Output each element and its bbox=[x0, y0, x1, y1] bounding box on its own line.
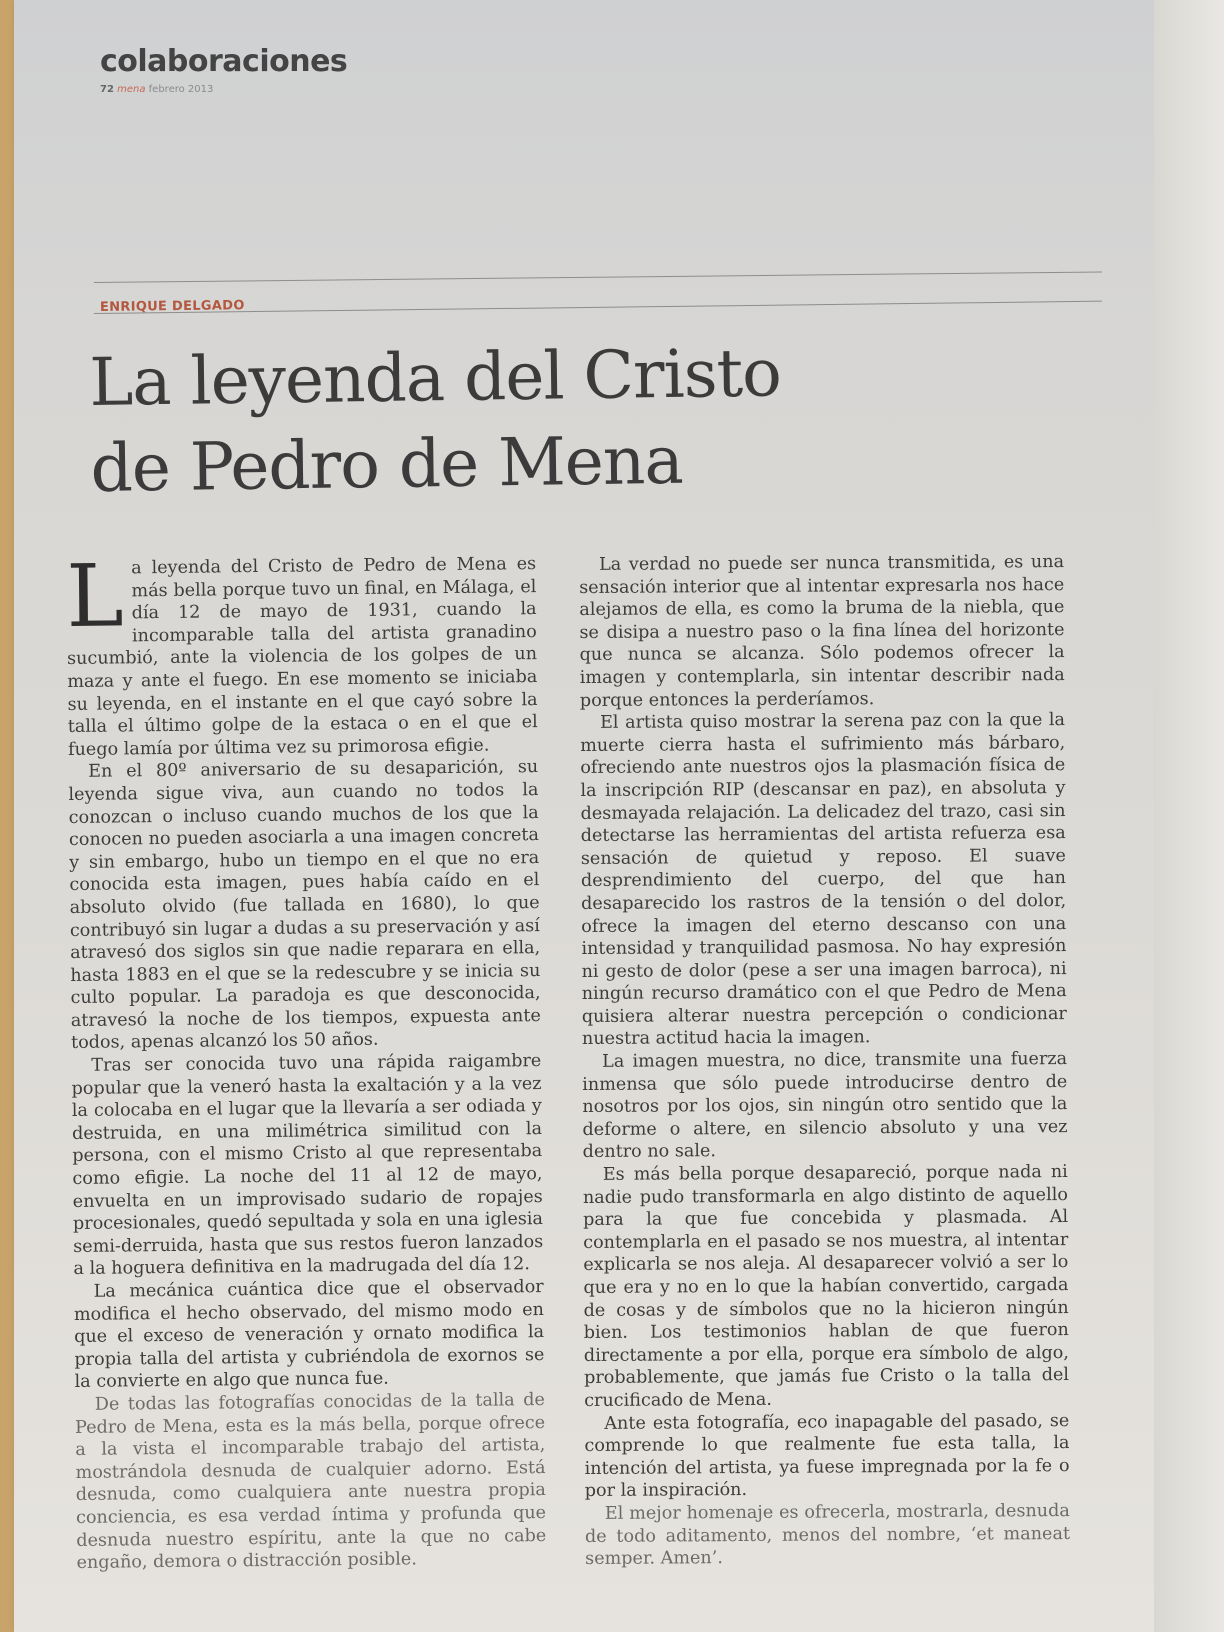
paragraph: Es más bella porque desapareció, porque nada ni nadie pudo transformarla en algo distinto de aquello para la que fue concebida y plasmada. Al contemplarla en el pasado se nos muestra, al intentar explicarla se nos aleja. Al desaparecer volvió a ser lo que era y no en lo que la habían convertido, cargada de cosas y de símbolos que no la hicieron ningún bien. Los testimonios hablan de que fueron directamente a por ella, porque era símbolo de algo, probablemente, que jamás fue Cristo o la talla del crucificado de Mena. bbox=[582, 1162, 1070, 1411]
title-line-2: de Pedro de Mena bbox=[90, 421, 684, 507]
paragraph: Tras ser conocida tuvo una rápida raigambre popular que la veneró hasta la exaltación y a la vez la colocaba en el lugar que la llevaría a ser odiada y destruida, en una milimétrica similitud con la persona, con el mismo Cristo al que representaba como efigie. La noche del 11 al 12 de mayo, envuelta en un improvisado sudario de ropajes procesionales, quedó sepultada y sola en una iglesia semi-derruida, hasta que sus restos fueron lanzados a la hoguera definitiva en la madrugada del día 12. bbox=[71, 1051, 544, 1280]
article-title bbox=[89, 327, 991, 512]
title-line-1: La leyenda del Cristo bbox=[88, 334, 782, 422]
right-column bbox=[579, 551, 1070, 1571]
magazine-page bbox=[14, 0, 1154, 1632]
paragraph: En el 80º aniversario de su desaparición, su leyenda sigue viva, aun cuando no todos la conozcan o incluso cuando muchos de los que la conocen no pueden asociarla a una imagen concreta y sin embargo, hubo un tiempo en el que no era conocida esta imagen, pues había caído en el absoluto olvido (fue tallada en 1680), lo que contribuyó sin lugar a dudas a su preservación y así atravesó dos siglos sin que nadie reparara en ella, hasta 1883 en el que se la redescubre y se inicia su culto popular. La paradoja es que desconocida, atravesó la noche de los tiempos, expuesta ante todos, apenas alcanzó los 50 años. bbox=[68, 757, 541, 1054]
author-name: ENRIQUE DELGADO bbox=[99, 298, 245, 315]
paragraph: La mecánica cuántica dice que el observador modifica el hecho observado, del mismo modo en que el exceso de veneración y ornato modifica la propia talla del artista y cubriéndola de exornos se la convierte en algo que nunca fue. bbox=[73, 1277, 545, 1393]
paragraph: De todas las fotografías conocidas de la talla de Pedro de Mena, esta es la más bella, porque ofrece a la vista el incomparable trabajo del artista, mostrándola desnuda de cualquier adorno. Está desnuda, como cualquiera ante nuestra propia conciencia, es esa verdad íntima y profunda que desnuda nuestro espíritu, ante la que no cabe engaño, demora o distracción posible. bbox=[75, 1390, 547, 1574]
drop-cap: L bbox=[65, 546, 125, 647]
paragraph: La leyenda del Cristo de Pedro de Mena es más bella porque tuvo un final, en Málaga, el día 12 de mayo de 1931, cuando la incomparable talla del artista granadino sucumbió, ante la violencia de los golpes de un maza y ante el fuego. En ese momento se iniciaba su leyenda, en el instante en el que cayó sobre la talla el último golpe de la estaca o en el que el fuego lamía por última vez su primorosa efigie. bbox=[65, 546, 538, 760]
paragraph: La verdad no puede ser nunca transmitida, es una sensación interior que al intentar expresarla nos hace alejamos de ella, es como la bruma de la niebla, que se disipa a nuestro paso o la fina línea del horizonte que nunca se alcanza. Sólo podemos ofrecer la imagen y contemplarla, sin intentar describir nada porque entonces la perderíamos. bbox=[579, 552, 1065, 711]
paragraph: El mejor homenaje es ofrecerla, mostrarla, desnuda de todo aditamento, menos del nombre, ‘et maneat semper. Amen’. bbox=[584, 1500, 1071, 1570]
page-number: 72 bbox=[100, 84, 114, 95]
author-divider bbox=[94, 301, 1102, 314]
section-title: colaboraciones bbox=[100, 44, 348, 79]
issue-date: febrero 2013 bbox=[148, 84, 214, 95]
magazine-name: mena bbox=[117, 84, 146, 95]
paragraph: El artista quiso mostrar la serena paz con la que la muerte cierra hasta el sufrimiento más bárbaro, ofreciendo ante nuestros ojos la plasmación física de la inscripción RIP (descansar en paz), en absoluta y desmayada relajación. La delicadez del trazo, casi sin detectarse las herramientas del artista refuerza esa sensación de quietud y reposo. El suave desprendimiento del cuerpo, del que han desaparecido los rastros de la tensión o del dolor, ofrece la imagen del eterno descanso con una intensidad y tranquilidad pasmosa. No hay expresión ni gesto de dolor (pese a ser una imagen barroca), ni ningún recurso dramático con el que Pedro de Mena quisiera alterar nuestra percepción o condicionar nuestra actitud hacia la imagen. bbox=[580, 710, 1067, 1050]
paragraph: La imagen muestra, no dice, transmite una fuerza inmensa que sólo puede introducirse dentro de nosotros por los ojos, sin ningún otro sentido que la deforme o altere, en silencio absoluto y una vez dentro no sale. bbox=[582, 1049, 1068, 1163]
left-column bbox=[65, 546, 547, 1575]
paragraph: Ante esta fotografía, eco inapagable del pasado, se comprende lo que realmente fue esta talla, la intención del artista, ya fuese impregnada por la fe o por la inspiración. bbox=[584, 1410, 1070, 1502]
top-divider bbox=[94, 271, 1102, 283]
issue-info bbox=[100, 84, 213, 95]
next-page-edge bbox=[1154, 0, 1224, 1632]
